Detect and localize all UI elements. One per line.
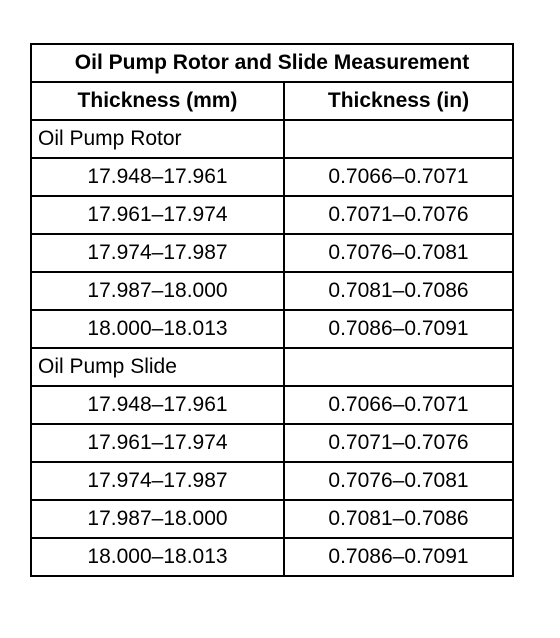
section-empty-cell (284, 348, 513, 386)
header-row (31, 82, 513, 120)
value-in: 0.7066–0.7071 (284, 386, 513, 424)
table-row (31, 424, 513, 462)
value-in: 0.7071–0.7076 (284, 424, 513, 462)
table-row (31, 196, 513, 234)
table-title: Oil Pump Rotor and Slide Measurement (31, 44, 513, 82)
table-row (31, 538, 513, 576)
header-thickness-in: Thickness (in) (284, 82, 513, 120)
value-in: 0.7081–0.7086 (284, 500, 513, 538)
title-row (31, 44, 513, 82)
value-mm: 17.987–18.000 (31, 500, 284, 538)
section-label-rotor: Oil Pump Rotor (31, 120, 284, 158)
value-in: 0.7086–0.7091 (284, 310, 513, 348)
table-row (31, 386, 513, 424)
value-in: 0.7081–0.7086 (284, 272, 513, 310)
value-mm: 17.948–17.961 (31, 158, 284, 196)
table-row (31, 462, 513, 500)
section-label-slide: Oil Pump Slide (31, 348, 284, 386)
table-row (31, 158, 513, 196)
value-mm: 18.000–18.013 (31, 538, 284, 576)
value-in: 0.7076–0.7081 (284, 462, 513, 500)
header-thickness-mm: Thickness (mm) (31, 82, 284, 120)
value-mm: 17.961–17.974 (31, 424, 284, 462)
table-row (31, 234, 513, 272)
value-mm: 17.961–17.974 (31, 196, 284, 234)
value-mm: 18.000–18.013 (31, 310, 284, 348)
measurement-table (30, 43, 514, 577)
value-mm: 17.974–17.987 (31, 462, 284, 500)
value-mm: 17.987–18.000 (31, 272, 284, 310)
value-in: 0.7086–0.7091 (284, 538, 513, 576)
table-row (31, 272, 513, 310)
value-in: 0.7071–0.7076 (284, 196, 513, 234)
table-row (31, 500, 513, 538)
section-empty-cell (284, 120, 513, 158)
value-in: 0.7066–0.7071 (284, 158, 513, 196)
table-row (31, 310, 513, 348)
section-row-slide (31, 348, 513, 386)
value-mm: 17.948–17.961 (31, 386, 284, 424)
value-in: 0.7076–0.7081 (284, 234, 513, 272)
value-mm: 17.974–17.987 (31, 234, 284, 272)
section-row-rotor (31, 120, 513, 158)
